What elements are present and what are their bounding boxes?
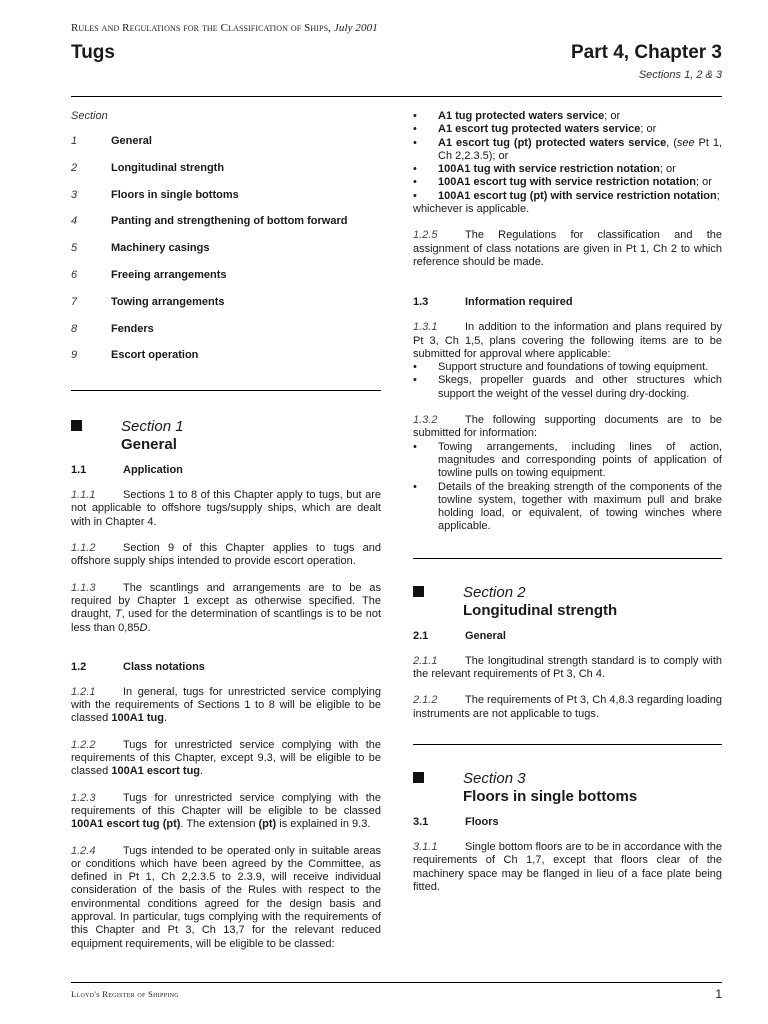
paragraph-num: 1.1.2 [71, 542, 96, 555]
toc-num: 8 [71, 322, 78, 335]
section-name: General [121, 436, 177, 454]
toc-title: Floors in single bottoms [111, 188, 239, 201]
toc-num: 6 [71, 268, 78, 281]
paragraph-num: 1.3.1 [413, 321, 438, 334]
section-3-heading [413, 770, 722, 805]
paragraph [413, 655, 722, 682]
paragraph-text: The following supporting documents are to be submitted for information: [413, 414, 722, 440]
toc-num: 4 [71, 215, 78, 228]
toc-item[interactable] [71, 135, 381, 162]
class-notation: 100A1 escort tug (pt) [71, 818, 181, 831]
toc-item[interactable] [71, 215, 381, 242]
subsection-heading [413, 630, 722, 642]
class-notation: A1 escort tug protected waters service [438, 123, 641, 136]
class-notation: 100A1 tug [111, 712, 164, 725]
paragraph-text: Single bottom floors are to be in accordance with the requirements of Ch 1,7, except that floors clear of the machinery space may be flanged in lieu of a face plate being fitted. [413, 840, 722, 893]
running-header [71, 22, 378, 34]
paragraph-num: 1.3.2 [413, 414, 438, 427]
paragraph [413, 414, 722, 441]
list-item: • Details of the breaking strength of the components of the towline system, together with maximum pull and brake holding load, or equivalent, of towing winches where applicable. [413, 481, 722, 534]
toc-item[interactable] [71, 349, 381, 376]
class-notation: A1 escort tug (pt) protected waters service [438, 136, 667, 149]
bullet-list [413, 361, 722, 401]
section-2-heading [413, 584, 722, 619]
paragraph [71, 792, 381, 832]
paragraph-text: In addition to the information and plans required by Pt 3, Ch 1,5, plans covering the following items are to be submitted for approval where applicable: [413, 321, 722, 360]
subsection-num: 3.1 [413, 815, 429, 828]
right-column [413, 110, 722, 894]
section-divider [413, 558, 722, 559]
subsection-title: General [465, 629, 506, 642]
subsection-title: Information required [465, 296, 573, 309]
paragraph-text: The longitudinal strength standard is to comply with the relevant requirements of Pt 3, Ch 4. [413, 654, 722, 681]
class-notation: 100A1 escort tug [111, 765, 201, 778]
paragraph [413, 841, 722, 894]
section-name: Floors in single bottoms [463, 787, 638, 805]
footer-publisher: Lloyd's Register of Shipping [71, 989, 179, 999]
paragraph-text: . [147, 621, 151, 634]
paragraph [413, 694, 722, 721]
toc-title: Longitudinal strength [111, 161, 225, 174]
paragraph-num: 2.1.1 [413, 654, 438, 667]
subsection-num: 1.2 [71, 660, 87, 673]
section-label: Section 3 [463, 769, 526, 787]
toc-item[interactable] [71, 296, 381, 323]
class-notation: A1 tug protected waters service [438, 110, 605, 122]
header-rule [71, 96, 722, 97]
section-name: Longitudinal strength [463, 601, 618, 619]
subsection-title: Class notations [123, 660, 205, 673]
class-notation: 100A1 escort tug (pt) with service restriction notation [438, 189, 717, 202]
list-text: ; or [604, 110, 621, 122]
list-item: • Support structure and foundations of towing equipment. [413, 361, 722, 374]
toc-item[interactable] [71, 323, 381, 350]
section-label: Section 1 [121, 418, 184, 436]
list-text: see [676, 136, 695, 149]
toc-num: 1 [71, 135, 78, 147]
toc-num: 9 [71, 349, 78, 362]
paragraph-num: 1.1.3 [71, 581, 96, 594]
toc-heading: Section [71, 110, 108, 122]
subsection-title: Application [123, 464, 183, 477]
paragraph-text: is explained in 9.3. [279, 818, 371, 831]
list-item [413, 137, 722, 164]
toc-num: 2 [71, 161, 78, 174]
paragraph-num: 1.2.2 [71, 738, 96, 751]
toc-num: 5 [71, 242, 78, 255]
toc-title: Fenders [111, 322, 154, 335]
sections-label: Sections 1, 2 & 3 [638, 69, 722, 81]
class-notation: (pt) [258, 818, 277, 831]
paragraph [413, 229, 722, 269]
list-item [413, 110, 722, 123]
list-text: ; or [659, 163, 676, 176]
paragraph-text: . The extension [180, 818, 256, 831]
class-notation: 100A1 escort tug with service restriction notation [438, 176, 696, 189]
paragraph [71, 489, 381, 529]
footer-rule [71, 982, 722, 983]
section-divider [71, 390, 381, 391]
list-item [413, 176, 722, 189]
list-text: ; or [640, 123, 657, 136]
toc-title: Towing arrangements [111, 295, 225, 308]
section-1-heading [71, 418, 381, 453]
table-of-contents [71, 135, 381, 376]
toc-num: 3 [71, 188, 78, 201]
running-title: Rules and Regulations for the Classification of Ships, [71, 22, 331, 34]
toc-title: General [111, 135, 152, 147]
section-divider [413, 744, 722, 745]
paragraph-num: 1.2.3 [71, 791, 96, 804]
toc-item[interactable] [71, 162, 381, 189]
paragraph-text: . [200, 765, 204, 778]
part-chapter: Part 4, Chapter 3 [571, 42, 722, 63]
paragraph-text: , used for the determination of scantlings is to be not less than 0,85 [71, 608, 381, 634]
paragraph-num: 1.2.5 [413, 229, 438, 242]
subsection-heading [413, 296, 722, 308]
toc-title: Escort operation [111, 349, 199, 362]
paragraph [71, 582, 381, 635]
subsection-num: 1.1 [71, 464, 87, 477]
section-square-icon [413, 772, 427, 784]
paragraph-text: The requirements of Pt 3, Ch 4,8.3 regarding loading instruments are not applicable to tugs. [413, 694, 722, 720]
list-text: , ( [666, 136, 677, 149]
paragraph-text: The scantlings and arrangements are to be as required by Chapter 1 except as otherwise specified. The draught, [71, 581, 381, 621]
subsection-heading [71, 661, 381, 673]
paragraph [71, 686, 381, 726]
symbol-t: T [114, 608, 122, 621]
paragraph-text: Sections 1 to 8 of this Chapter apply to tugs, but are not applicable to offshore tugs/supply ships, which are dealt with in Chapter 4. [71, 489, 381, 528]
subsection-num: 2.1 [413, 629, 429, 642]
paragraph-text: Tugs intended to be operated only in suitable areas or conditions which have been agreed by the Committee, as defined in Pt 1, Ch 2,2.3.5 to 2.3.9, will receive individual consideration of the basis of the Rules with respect to the environmental conditions agreed for the design basis and approval. In particular, tugs complying with the requirements of this Chapter and Pt 3, Ch 13,7 for the relevant reduced equipment requirements, will be eligible to be classed: [71, 844, 381, 950]
subsection-num: 1.3 [413, 296, 429, 309]
paragraph-num: 3.1.1 [413, 840, 438, 853]
toc-item[interactable] [71, 189, 381, 216]
toc-item[interactable] [71, 269, 381, 296]
toc-title: Panting and strengthening of bottom forward [111, 215, 348, 228]
list-text: ; [716, 189, 720, 202]
toc-item[interactable] [71, 242, 381, 269]
page-number: 1 [715, 987, 722, 1001]
notation-list [413, 110, 722, 203]
paragraph [71, 845, 381, 951]
left-column [71, 110, 381, 951]
symbol-d: D [139, 621, 148, 634]
list-item [413, 190, 722, 203]
paragraph-text: The Regulations for classification and the assignment of class notations are given in Pt 1, Ch 2 to which reference should be made. [413, 229, 722, 268]
subsection-heading [71, 464, 381, 476]
running-date: July 2001 [333, 22, 378, 34]
paragraph-num: 1.2.4 [71, 844, 96, 857]
paragraph [71, 542, 381, 569]
section-square-icon [71, 420, 85, 432]
paragraph [71, 739, 381, 779]
paragraph-text: . [163, 712, 167, 725]
toc-num: 7 [71, 295, 78, 308]
subsection-heading [413, 816, 722, 828]
section-square-icon [413, 586, 427, 598]
list-item [413, 123, 722, 136]
class-notation: 100A1 tug with service restriction notation [438, 163, 660, 176]
list-text: Pt 1, Ch 2,2.3.5); or [438, 136, 723, 162]
paragraph-text: Section 9 of this Chapter applies to tugs and offshore supply ships intended to provide escort operation. [71, 542, 381, 568]
paragraph-text: whichever is applicable. [413, 203, 530, 216]
bullet-list [413, 441, 722, 534]
list-item [413, 163, 722, 176]
list-text: ; or [695, 176, 712, 189]
page-title: Tugs [71, 42, 115, 63]
list-item: • Skegs, propeller guards and other structures which support the weight of the vessel during dry-docking. [413, 374, 722, 401]
paragraph-text: In general, tugs for unrestricted service complying with the requirements of Sections 1 to 8 will be eligible to be classed [71, 685, 381, 725]
paragraph-text: Tugs for unrestricted service complying with the requirements of this Chapter will be eligible to be classed [71, 791, 381, 817]
paragraph-num: 1.1.1 [71, 489, 96, 502]
paragraph-num: 1.2.1 [71, 685, 96, 698]
list-item: • Towing arrangements, including lines of action, magnitudes and corresponding points of application of towline pulls on towing equipment. [413, 441, 722, 481]
paragraph-num: 2.1.2 [413, 694, 438, 707]
toc-title: Machinery casings [111, 242, 210, 255]
paragraph-text: Tugs for unrestricted service complying with the requirements of this Chapter, except 9.3, will be eligible to be classed [71, 738, 381, 778]
section-label: Section 2 [463, 583, 526, 601]
toc-title: Freeing arrangements [111, 268, 227, 281]
paragraph [413, 321, 722, 361]
subsection-title: Floors [465, 815, 499, 828]
